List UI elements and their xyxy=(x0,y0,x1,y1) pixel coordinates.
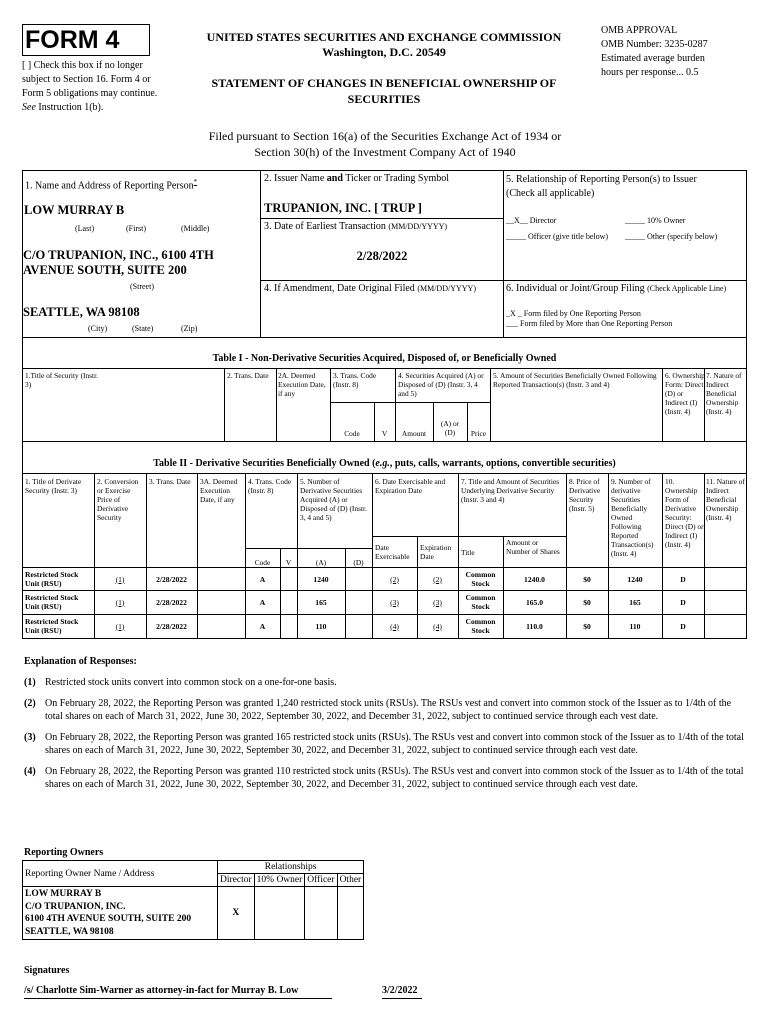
t2-row2-date: 2/28/2022 xyxy=(156,597,187,607)
t2-row2-price: $0 xyxy=(583,597,591,607)
t2-row1-form: D xyxy=(680,574,686,584)
other-mark xyxy=(337,887,364,940)
director-checkbox[interactable]: __X__ Director xyxy=(506,216,557,225)
t2-row2-amt: 165.0 xyxy=(525,597,544,607)
t2-h8: 8. Price of Derivative Security (Instr. 5) xyxy=(569,477,601,513)
t1-v: V xyxy=(381,429,388,438)
note-3: (3) On February 28, 2022, the Reporting Person was granted 165 restricted stock units (RSUs). The RSUs vest and convert into common stock of the Issuer as to 1/4th of the total shares on each of March 31, 2022, June 30, 2022, September 30, 2022, and December 31, 2022, subject to continued service through each vest date. xyxy=(24,731,744,756)
reporting-person-street: C/O TRUPANION, INC., 6100 4TH AVENUE SOUTH, SUITE 200 xyxy=(23,248,214,277)
footnote-star-link[interactable]: * xyxy=(193,178,198,186)
box1-label: 1. Name and Address of Reporting Person* xyxy=(25,178,198,192)
reporting-owners-title: Reporting Owners xyxy=(24,847,104,858)
more-reporting-persons-option[interactable]: ___ Form filed by More than One Reporting Person xyxy=(506,319,673,328)
checkbox-no-longer-subject[interactable]: [ ] Check this box if no longer subject to Section 16. Form 4 or Form 5 obligations may continue. See Instruction 1(b). xyxy=(22,60,158,113)
box6-label: 6. Individual or Joint/Group Filing (Check Applicable Line) xyxy=(506,283,727,294)
form-title-box xyxy=(22,24,150,56)
officer-col: Officer xyxy=(305,874,337,887)
t2-row3-owned: 110 xyxy=(629,621,641,631)
box2-label: 2. Issuer Name and Ticker or Trading Symbol xyxy=(264,173,450,184)
t2-date-ex: Date Exercisable xyxy=(375,543,410,561)
box4-label: 4. If Amendment, Date Original Filed (MM/DD/YYYY) xyxy=(264,283,476,294)
box3-label: 3. Date of Earliest Transaction (MM/DD/YYYY) xyxy=(264,221,448,232)
agency-name: UNITED STATES SECURITIES AND EXCHANGE COMMISSION Washington, D.C. 20549 xyxy=(206,30,562,59)
t2-h3: 3. Trans. Date xyxy=(149,477,191,486)
officer-mark xyxy=(305,887,337,940)
middle-label: (Middle) xyxy=(181,224,210,233)
t1-h7: 7. Nature of Indirect Beneficial Ownership (Instr. 4) xyxy=(706,371,742,416)
filed-pursuant: Filed pursuant to Section 16(a) of the Securities Exchange Act of 1934 or Section 30(h) of the Investment Company Act of 1940 xyxy=(208,129,562,159)
t2-h10: 10. Ownership Form of Derivative Security: Direct (D) or Indirect (I) (Instr. 4) xyxy=(665,477,704,549)
other-checkbox[interactable]: _____ Other (specify below) xyxy=(625,232,718,241)
t2-row2-exp[interactable]: (3) xyxy=(433,597,442,607)
t2-row3-price: $0 xyxy=(583,621,591,631)
t2-row1-date: 2/28/2022 xyxy=(156,574,187,584)
t2-h11: 11. Nature of Indirect Beneficial Ownership (Instr. 4) xyxy=(706,477,745,522)
explanation-notes xyxy=(24,676,746,799)
t2-row1-title: Common Stock xyxy=(465,570,496,588)
t2-row3-exp[interactable]: (4) xyxy=(433,621,442,631)
t2-row3-ex[interactable]: (4) xyxy=(390,621,399,631)
t2-h5: 5. Number of Derivative Securities Acquired (A) or Disposed of (D) (Instr. 3, 4 and 5) xyxy=(300,477,367,522)
t2-row2-ex[interactable]: (3) xyxy=(390,597,399,607)
t2-a: (A) xyxy=(315,558,327,567)
explanation-title: Explanation of Responses: xyxy=(24,656,137,667)
last-label: (Last) xyxy=(75,224,95,233)
t2-code: Code xyxy=(254,558,271,567)
owner10-mark xyxy=(254,887,305,940)
table2-title: Table II - Derivative Securities Beneficially Owned (e.g., puts, calls, warrants, options, convertible securities) xyxy=(153,458,616,469)
statement-title: STATEMENT OF CHANGES IN BENEFICIAL OWNERSHIP OF SECURITIES xyxy=(211,76,557,106)
t2-row3-security: Restricted Stock Unit (RSU) xyxy=(25,617,79,635)
t2-d: (D) xyxy=(353,558,364,567)
t2-h9: 9. Number of derivative Securities Beneficially Owned Following Reported Transaction(s) (Instr. 4) xyxy=(611,477,654,558)
director-col: Director xyxy=(218,874,255,887)
street-label: (Street) xyxy=(130,282,154,291)
t2-row3-title: Common Stock xyxy=(465,617,496,635)
note-1: (1) Restricted stock units convert into common stock on a one-for-one basis. xyxy=(24,677,337,688)
t1-code: Code xyxy=(344,429,360,438)
t2-row1-owned: 1240 xyxy=(627,574,643,584)
t2-row3-code: A xyxy=(259,621,266,631)
t2-row2-conv[interactable]: (1) xyxy=(115,597,125,607)
table1-title: Table I - Non-Derivative Securities Acquired, Disposed of, or Beneficially Owned xyxy=(212,353,557,364)
omb-approval: OMB APPROVAL OMB Number: 3235-0287 Estimated average burden hours per response... 0.5 xyxy=(601,25,708,78)
form-title: FORM 4 xyxy=(25,26,120,54)
t2-row1-security: Restricted Stock Unit (RSU) xyxy=(25,570,79,588)
t2-h7: 7. Title and Amount of Securities Underlying Derivative Security (Instr. 3 and 4) xyxy=(461,477,560,504)
director-mark: X xyxy=(218,887,255,940)
other-col: Other xyxy=(337,874,364,887)
t1-aord: (A) or (D) xyxy=(440,419,460,437)
t2-h1: 1. Title of Derivate Security (Instr. 3) xyxy=(25,477,82,495)
t1-h6: 6. Ownership Form: Direct (D) or Indirect (I) (Instr. 4) xyxy=(665,371,705,416)
t2-exp: Expiration Date xyxy=(420,543,452,561)
ten-percent-owner-checkbox[interactable]: _____ 10% Owner xyxy=(625,216,686,225)
t2-row1-amt: 1240.0 xyxy=(524,574,545,584)
t1-h1: 1.Title of Security (Instr. 3) xyxy=(25,371,99,389)
owner10-col: 10% Owner xyxy=(254,874,305,887)
t2-amount: Amount or Number of Shares xyxy=(506,538,560,556)
t1-h4: 4. Securities Acquired (A) or Disposed of (D) (Instr. 3, 4 and 5) xyxy=(398,371,484,398)
t2-row3-amt: 110.0 xyxy=(526,621,543,631)
zip-label: (Zip) xyxy=(181,324,198,333)
officer-checkbox[interactable]: _____ Officer (give title below) xyxy=(506,232,609,241)
t2-row3-form: D xyxy=(680,621,686,631)
t2-row3-conv[interactable]: (1) xyxy=(115,621,125,631)
signatures-title: Signatures xyxy=(24,965,70,976)
t2-row3-date: 2/28/2022 xyxy=(156,621,187,631)
state-label: (State) xyxy=(132,324,154,333)
t2-row2-form: D xyxy=(680,597,686,607)
reporting-person-city: SEATTLE, WA 98108 xyxy=(23,305,140,319)
t1-amount: Amount xyxy=(401,429,427,438)
t2-row2-code: A xyxy=(259,597,266,607)
t2-row2-title: Common Stock xyxy=(465,593,496,611)
t1-h2a: 2A. Deemed Execution Date, if any xyxy=(278,371,326,398)
issuer-name: TRUPANION, INC. [ TRUP ] xyxy=(264,201,422,215)
t2-row2-security: Restricted Stock Unit (RSU) xyxy=(25,593,79,611)
t1-h5: 5. Amount of Securities Beneficially Owned Following Reported Transaction(s) (Instr. 3 and 4) xyxy=(493,371,657,389)
box5-label: 5. Relationship of Reporting Person(s) to Issuer (Check all applicable) xyxy=(506,174,697,199)
t2-row3-a: 110 xyxy=(315,621,327,631)
t2-row2-a: 165 xyxy=(315,597,327,607)
t2-h2: 2. Conversion or Exercise Price of Derivative Security xyxy=(97,477,139,522)
one-reporting-person-option[interactable]: _X _ Form filed by One Reporting Person xyxy=(506,309,641,318)
t2-row1-exp[interactable]: (2) xyxy=(433,574,442,584)
t1-price: Price xyxy=(470,429,487,438)
first-label: (First) xyxy=(126,224,146,233)
t1-h2: 2. Trans. Date xyxy=(227,371,269,380)
t2-row1-code: A xyxy=(259,574,266,584)
earliest-transaction-date: 2/28/2022 xyxy=(356,249,408,263)
t2-row1-ex[interactable]: (2) xyxy=(390,574,399,584)
city-label: (City) xyxy=(88,324,108,333)
note-4: (4) On February 28, 2022, the Reporting Person was granted 110 restricted stock units (RSUs). The RSUs vest and convert into common stock of the Issuer as to 1/4th of the total shares on each of March 31, 2022, June 30, 2022, September 30, 2022, and December 31, 2022, subject to continued service through each vest date. xyxy=(24,765,744,790)
reporting-owners-table xyxy=(22,860,364,940)
t2-h4: 4. Trans. Code (Instr. 8) xyxy=(248,477,292,495)
t2-row2-owned: 165 xyxy=(629,597,641,607)
relationships-header: Relationships xyxy=(218,861,364,874)
reporting-person-name: LOW MURRAY B xyxy=(24,203,125,217)
owner-address-cell: LOW MURRAY B C/O TRUPANION, INC. 6100 4TH AVENUE SOUTH, SUITE 200 SEATTLE, WA 98108 xyxy=(23,887,218,940)
t1-h3: 3. Trans. Code (Instr. 8) xyxy=(333,371,377,389)
t2-row1-a: 1240 xyxy=(313,574,329,584)
t2-h3a: 3A. Deemed Execution Date, if any xyxy=(200,477,238,504)
owner-name-header: Reporting Owner Name / Address xyxy=(23,861,218,887)
t2-title: Title xyxy=(461,548,475,557)
t2-row1-price: $0 xyxy=(583,574,591,584)
note-2: (2) On February 28, 2022, the Reporting Person was granted 1,240 restricted stock units (RSUs). The RSUs vest and convert into common stock of the Issuer as to 1/4th of the total shares on each of March 31, 2022, June 30, 2022, September 30, 2022, and December 31, 2022, subject to continued service through each vest date. xyxy=(24,697,732,722)
t2-row1-conv[interactable]: (1) xyxy=(115,574,125,584)
signature-line: /s/ Charlotte Sim-Warner as attorney-in-fact for Murray B. Low xyxy=(24,985,332,999)
signature-date: 3/2/2022 xyxy=(382,985,422,999)
t2-h6: 6. Date Exercisable and Expiration Date xyxy=(375,477,446,495)
t2-v: V xyxy=(285,558,292,567)
